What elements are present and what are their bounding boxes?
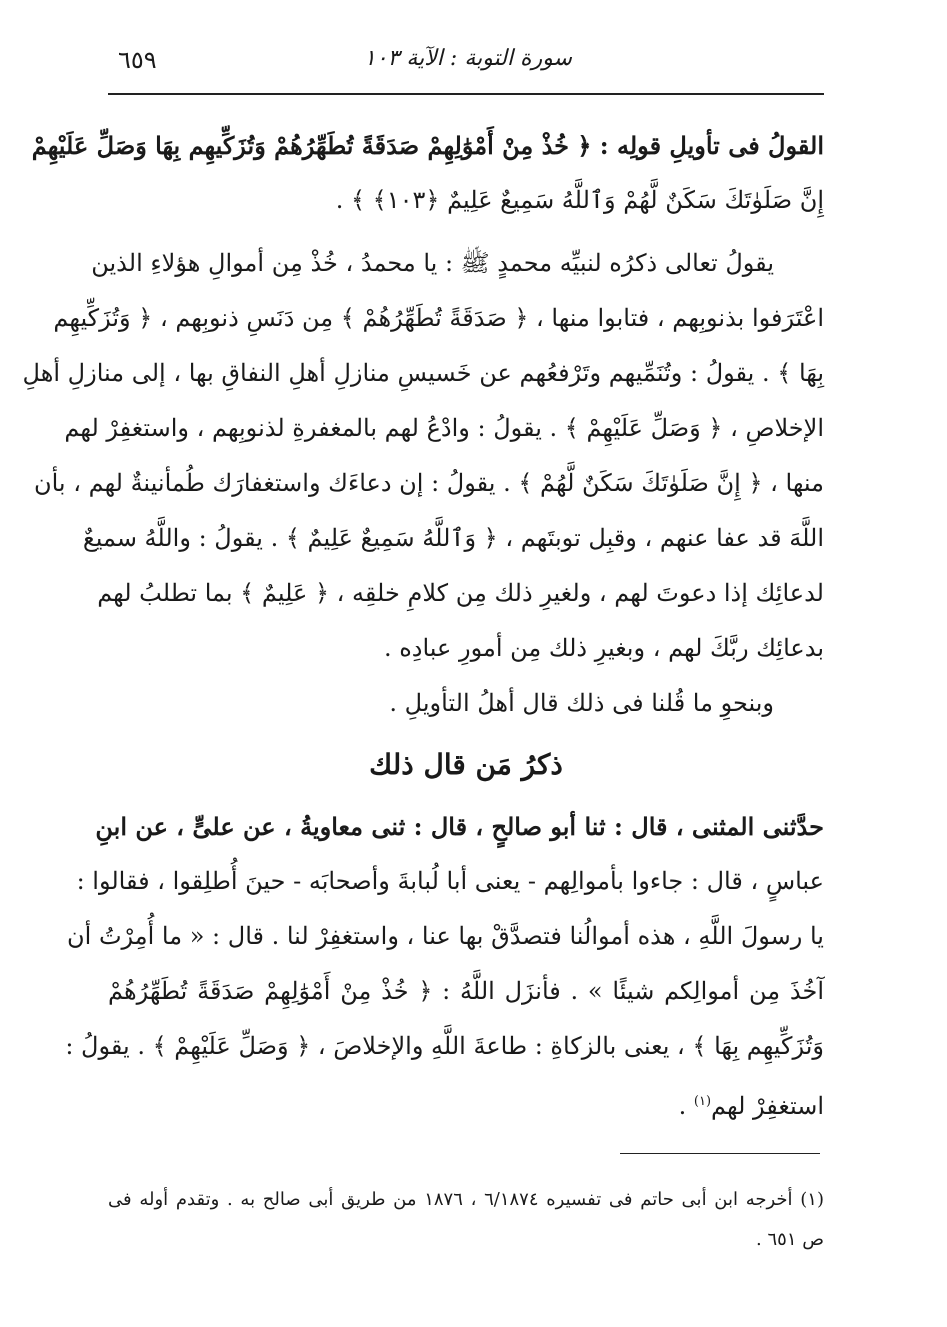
paragraph-line bbox=[95, 799, 824, 854]
paragraph-line: وبنحوِ ما قُلنا فى ذلك قال أهلُ التأويلِ . bbox=[389, 689, 774, 717]
footnote-marker: (١) bbox=[693, 1094, 712, 1109]
final-period: . bbox=[678, 1092, 687, 1120]
main-text bbox=[22, 118, 824, 1129]
section-heading: ذكرُ مَن قال ذلك bbox=[369, 748, 563, 781]
paragraph-line: اعْتَرَفوا بذنوبِهم ، فتابوا منها ، ﴿ صَدَقَةً تُطَهِّرُهُمْ ﴾ مِن دَنَسِ ذنوبِهم ، ﴿ وَتُزَكِّيهِم bbox=[53, 304, 824, 332]
paragraph-line bbox=[108, 1074, 824, 1129]
footnote-line: ص ٦٥١ . bbox=[756, 1229, 824, 1250]
footnote-line: (١) أخرجه ابن أبى حاتم فى تفسيره ٦/١٨٧٤ ، ١٨٧٦ من طريق أبى صالح به . وتقدم أوله فى bbox=[108, 1189, 824, 1210]
paragraph-line: وَتُزَكِّيهِم بِهَا ﴾ ، يعنى بالزكاةِ : طاعةَ اللَّهِ والإخلاصَ ، ﴿ وَصَلِّ عَلَيْهِمْ ﴾ . يقولُ : bbox=[65, 1032, 824, 1060]
paragraph-line: بدعائِك ربَّكَ لهم ، وبغيرِ ذلك مِن أمورِ عبادِه . bbox=[383, 634, 824, 662]
paragraph-line: اللَّهَ قد عفا عنهم ، وقبِل توبتَهم ، ﴿ وَٱللَّهُ سَمِيعٌ عَلِيمٌ ﴾ . يقولُ : واللَّهُ سميعٌ bbox=[82, 524, 824, 552]
paragraph-line: يقولُ تعالى ذكرُه لنبيِّه محمدٍ ﷺ : يا محمدُ ، خُذْ مِن أموالِ هؤلاءِ الذين bbox=[91, 249, 774, 277]
paragraph-line: منها ، ﴿ إِنَّ صَلَوٰتَكَ سَكَنٌ لَّهُمْ ﴾ . يقولُ : إن دعاءَك واستغفارَك طُمأنينةٌ لهم ، بأن bbox=[33, 469, 824, 497]
paragraph-gap bbox=[108, 228, 824, 236]
running-title: سورة التوبة : الآية ١٠٣ bbox=[363, 46, 572, 71]
page-header bbox=[108, 44, 827, 84]
footnotes bbox=[108, 1180, 824, 1260]
verse-line bbox=[31, 118, 824, 173]
header-rule bbox=[108, 93, 824, 95]
verse-heading-text: القولُ فى تأويلِ قولِه : ﴿ خُذْ مِنْ أَمْوَٰلِهِمْ صَدَقَةً تُطَهِّرُهُمْ وَتُزَكِّيهِم بِهَا وَصَلِّ عَلَيْهِمْ bbox=[31, 131, 824, 160]
page-number: ٦٥٩ bbox=[118, 46, 157, 74]
narration-chain-text: حدَّثنى المثنى ، قال : ثنا أبو صالحٍ ، قال : ثنى معاويةُ ، عن علىٍّ ، عن ابنِ bbox=[95, 812, 824, 841]
paragraph-line: لدعائِك إذا دعوتَ لهم ، ولغيرِ ذلك مِن كلامِ خلقِه ، ﴿ عَلِيمٌ ﴾ بما تطلبُ لهم bbox=[97, 579, 824, 607]
paragraph-line: آخُذَ مِن أموالِكم شيئًا » . فأنزَل اللَّهُ : ﴿ خُذْ مِنْ أَمْوَٰلِهِمْ صَدَقَةً تُطَهِّرُهُمْ bbox=[108, 977, 824, 1005]
verse-line: إِنَّ صَلَوٰتَكَ سَكَنٌ لَّهُمْ وَٱللَّهُ سَمِيعٌ عَلِيمٌ ﴿١٠٣﴾ ﴾ . bbox=[335, 186, 824, 214]
paragraph-line: الإخلاصِ ، ﴿ وَصَلِّ عَلَيْهِمْ ﴾ . يقولُ : وادْعُ لهم بالمغفرةِ لذنوبِهم ، واستغفِرْ لهم bbox=[64, 414, 824, 442]
footnote-rule bbox=[620, 1153, 820, 1154]
paragraph-line: عباسٍ ، قال : جاءوا بأموالِهم - يعنى أبا لُبابةَ وأصحابَه - حينَ أُطلِقوا ، فقالوا : bbox=[76, 867, 824, 895]
last-line-text: استغفِرْ لهم bbox=[711, 1092, 824, 1120]
paragraph-line: يا رسولَ اللَّهِ ، هذه أموالُنا فتصدَّقْ بها عنا ، واستغفِرْ لنا . قال : « ما أُمِرْتُ أن bbox=[67, 922, 824, 950]
paragraph-line: بِهَا ﴾ . يقولُ : وتُنَمِّيهم وتَرْفعُهم عن خَسيسِ منازلِ أهلِ النفاقِ بها ، إلى منازلِ أهلِ bbox=[22, 359, 824, 387]
